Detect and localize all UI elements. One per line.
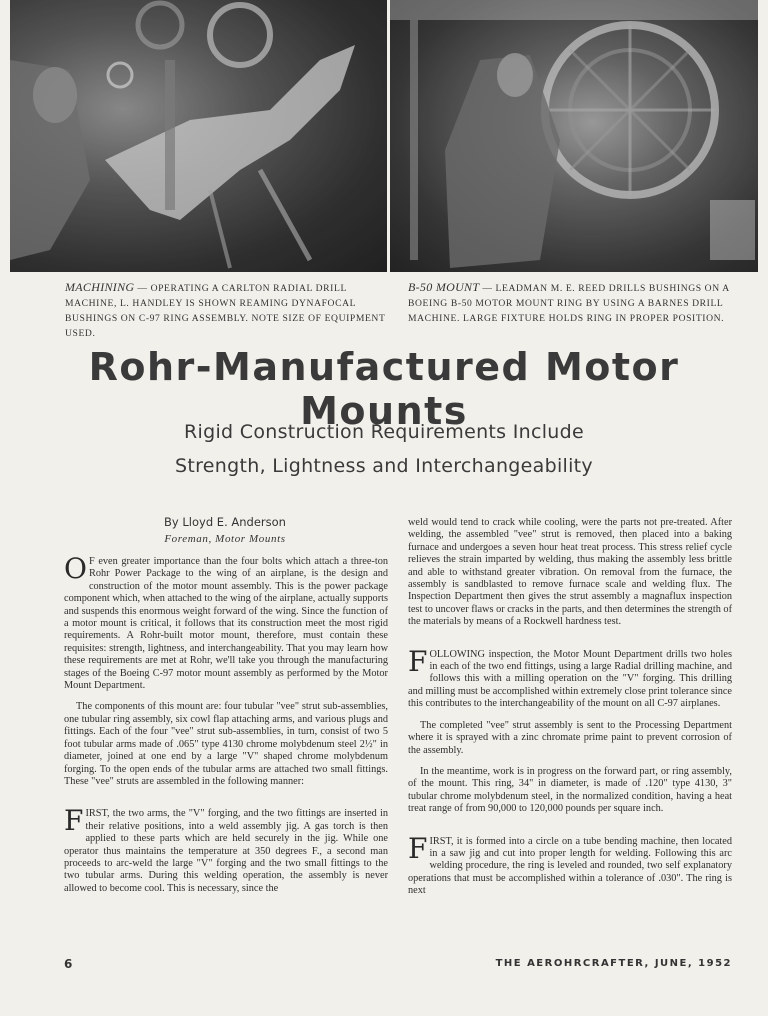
paragraph: In the meantime, work is in progress on the forward part, or ring assembly, of the mount. This ring, 34" in diameter, is made of .120" type 4130, 3" tubular chrome molybdenum steel, in the normalized condition, having a heat treat range of from 90,000 to 120,000 pounds per square inch. — [408, 765, 732, 815]
caption-machining — [65, 280, 387, 341]
drop-cap: O — [64, 552, 87, 585]
byline: By Lloyd E. Anderson — [164, 515, 286, 529]
byline-role: Foreman, Motor Mounts — [164, 533, 286, 545]
caption-b50-lead: B-50 MOUNT — [408, 280, 480, 294]
paragraph: The completed "vee" strut assembly is sent to the Processing Department where it is sprayed with a zinc chromate prime paint to prevent corrosion of the assembly. — [408, 719, 732, 756]
article-subtitle — [0, 415, 768, 483]
article-column-right — [408, 517, 732, 907]
paragraph: weld would tend to crack while cooling, were the parts not pre-treated. After welding, the assembled "vee" strut is removed, then placed into a baking furnace and undergoes a seven hour heat treat process. This stress relief cycle relieves the strain imparted by welding, thus making the assembly less brittle and able to withstand greater vibration. On removal from the furnace, the assembly is sandblasted to remove furnace scale and welding flux. The Inspection Department then gives the strut assembly a magnaflux inspection test to uncover flaws or cracks in the parts, and then determines the strength of the materials by means of a Rockwell hardness test. — [408, 517, 732, 628]
paragraph: O F even greater importance than the four bolts which attach a three-ton Rohr Power Package to the wing of an airplane, is the design and construction of the motor mount assembly. This is the power package component which, when attached to the wing of the airplane, actually supports and suspends this enormous weight forward of the wing. Since the function of a motor mount is critical, it follows that its construction meet the most rigid requirements. A Rohr-built motor mount, therefore, must contain these requisites: strength, lightness, and interchangeability. That you may learn how these requirements are met at Rohr, we'll take you through the manufacturing stages of the Boeing C-97 motor mount assembly as performed by the Motor Mount Department. — [64, 552, 388, 692]
caption-b50-text: — LEADMAN M. E. REED DRILLS BUSHINGS ON A BOEING B-50 MOTOR MOUNT RING BY USING A BARNES DRILL MACHINE. LARGE FIXTURE HOLDS RING IN PROPER POSITION. — [408, 283, 730, 324]
drop-cap: F — [408, 831, 428, 865]
photo-b50-mount-image — [390, 0, 758, 272]
paragraph: The components of this mount are: four tubular "vee" strut sub-assemblies, one tubular ring assembly, six cowl flap attaching arms, and various plugs and fittings. Each of the four "vee" strut sub-assemblies, in turn, consist of two 5 foot tubular arms made of .065" type 4130 chrome molybdenum steel 2½" in diameter, joined at one end by a large "V" shaped chrome molybdenum forging. To the open ends of the tubular arms are attached two small fittings. These "vee" struts are assembled in the following manner: — [64, 701, 388, 787]
publication-footer: THE AEROHRCRAFTER, JUNE, 1952 — [495, 958, 732, 969]
caption-b50-mount — [408, 280, 730, 326]
article-subtitle-line1: Rigid Construction Requirements Include — [184, 421, 584, 443]
article-subtitle-line2: Strength, Lightness and Interchangeability — [175, 455, 593, 477]
photo-machining — [10, 0, 387, 272]
photo-b50-mount — [390, 0, 758, 272]
caption-machining-lead: MACHINING — [65, 280, 135, 294]
paragraph: FOLLOWING inspection, the Motor Mount Department drills two holes in each of the two end fittings, using a large Radial drilling machine, and follows this with a milling operation on the "V" forging. This drilling and milling must be accomplished within extremely close print tolerance since this contributes to the interchangeability of the mount on all C-97 airplanes. — [408, 644, 732, 710]
photo-machining-image — [10, 0, 387, 272]
caption-machining-text: — OPERATING A CARLTON RADIAL DRILL MACHINE, L. HANDLEY IS SHOWN REAMING DYNAFOCAL BUSHINGS ON C-97 RING ASSEMBLY. NOTE SIZE OF EQUIPMENT USED. — [65, 283, 386, 339]
paragraph: FIRST, the two arms, the "V" forging, and the two fittings are inserted in their relative positions, into a weld assembly jig. A gas torch is then applied to these parts which are held securely in the jig. While one operator thus maintains the temperature at 350 degrees F., a second man proceeds to arc-weld the large "V" forging and the two small fittings to the two tubular arms. During this welding operation, the assembly is never allowed to become cool. This is necessary, since the — [64, 804, 388, 894]
article-column-left — [64, 552, 388, 904]
article-title: Rohr-Manufactured Motor Mounts — [88, 345, 680, 433]
page-number: 6 — [64, 957, 73, 971]
drop-cap: F — [64, 804, 84, 838]
drop-cap: F — [408, 644, 428, 678]
paragraph: FIRST, it is formed into a circle on a tube bending machine, then located in a saw jig and cut into proper length for welding. Following this arc welding procedure, the ring is leveled and rounded, two self explanatory operations that must be accomplished within a tolerance of .030". The ring is next — [408, 831, 732, 897]
